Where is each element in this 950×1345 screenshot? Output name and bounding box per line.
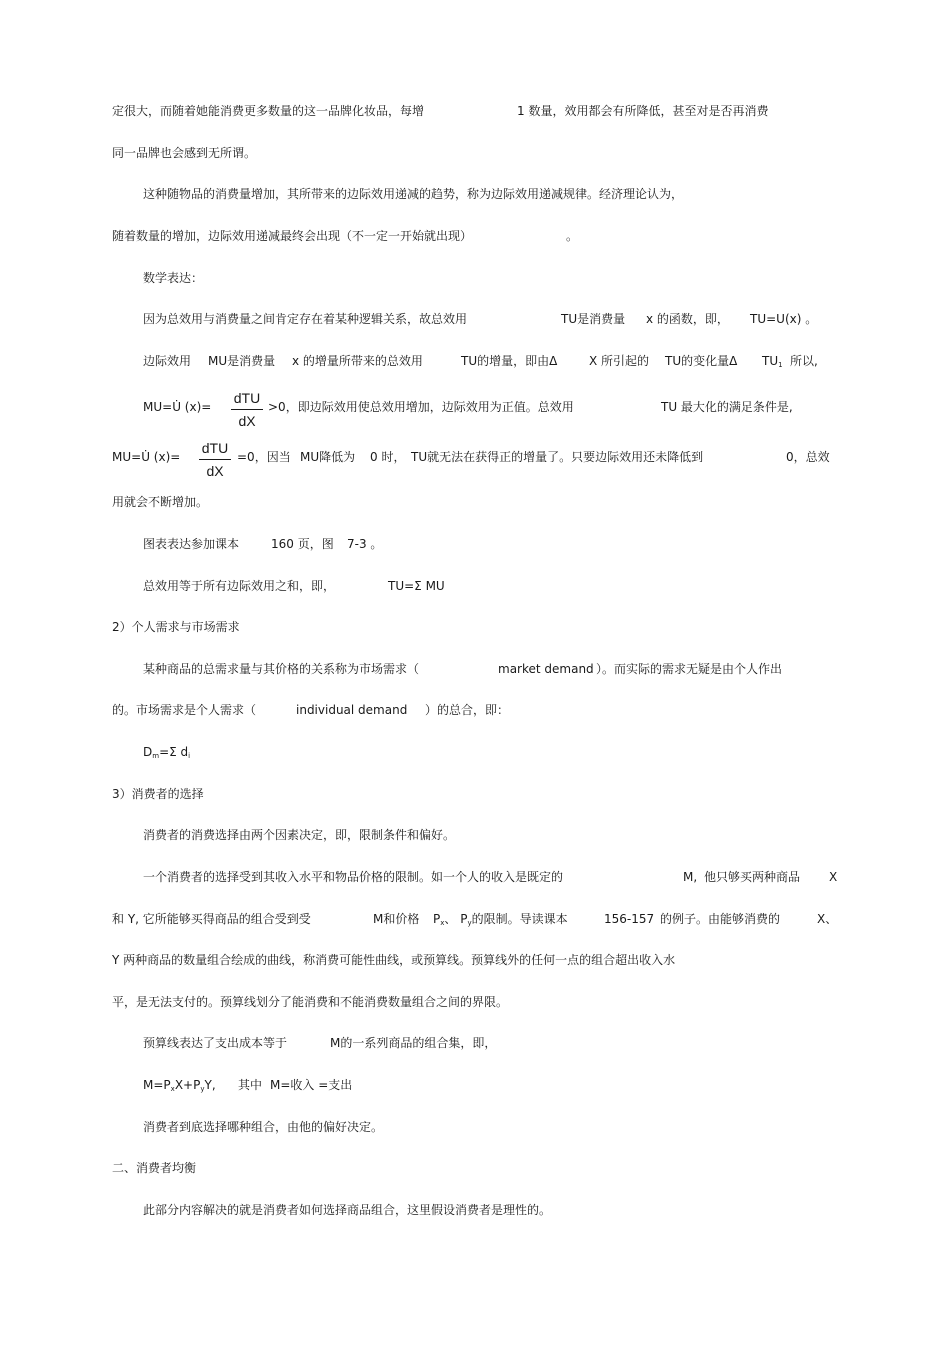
text-line: 的。市场需求是个人需求（ bbox=[112, 703, 257, 717]
text-line: 一个消费者的选择受到其收入水平和物品价格的限制。如一个人的收入是既定的 bbox=[143, 870, 564, 884]
text-line: =0，因当 bbox=[237, 450, 291, 464]
text-line: 某种商品的总需求量与其价格的关系称为市场需求（ bbox=[143, 662, 420, 676]
text-line: TU 最大化的满足条件是, bbox=[661, 400, 793, 414]
fraction-bar bbox=[231, 409, 263, 410]
text-line: 用就会不断增加。 bbox=[112, 495, 209, 509]
text-line: M的一系列商品的组合集，即， bbox=[330, 1036, 497, 1050]
text-line: X 所引起的 bbox=[589, 354, 650, 368]
text-line: 其中 bbox=[238, 1078, 263, 1092]
text-line: 0，总效 bbox=[786, 450, 830, 464]
text-line: 随着数量的增加，边际效用递减最终会出现（不一定一开始就出现） bbox=[112, 229, 473, 243]
fraction-numerator: dTU bbox=[233, 390, 261, 406]
text-line: $P_x$、 $P_y$的限制。导读课本 bbox=[433, 912, 568, 927]
text-line: 消费者的消费选择由两个因素决定，即，限制条件和偏好。 bbox=[143, 828, 456, 842]
text-line: 消费者到底选择哪种组合，由他的偏好决定。 bbox=[143, 1120, 384, 1134]
text-line: 平，是无法支付的。预算线划分了能消费和不能消费数量组合之间的界限。 bbox=[112, 995, 509, 1009]
fraction-numerator: dTU bbox=[201, 440, 229, 456]
text-line: 同一品牌也会感到无所谓。 bbox=[112, 146, 257, 160]
text-line: MU=U̇ (x)= bbox=[112, 450, 181, 464]
text-line: 他只够买两种商品 bbox=[704, 870, 801, 884]
text-line: M=收入 =支出 bbox=[270, 1078, 353, 1092]
text-line: TU的增量，即由Δ bbox=[461, 354, 558, 368]
text-line: individual demand bbox=[296, 703, 408, 717]
text-line: 图表表达参加课本 bbox=[143, 537, 240, 551]
section-heading: 3）消费者的选择 bbox=[112, 787, 204, 801]
text-line: M, bbox=[683, 870, 698, 884]
text-line: market demand bbox=[498, 662, 594, 676]
formula: $D_m=\Sigma$ $d_i$ bbox=[143, 745, 191, 760]
section-heading: 二、消费者均衡 bbox=[112, 1161, 197, 1175]
text-line: 156-157 bbox=[604, 912, 655, 926]
text-line: TU=Σ MU bbox=[388, 579, 445, 593]
text-line: 1 数量，效用都会有所降低，甚至对是否再消费 bbox=[517, 104, 769, 118]
text-line: 因为总效用与消费量之间肯定存在着某种逻辑关系，故总效用 bbox=[143, 312, 468, 326]
formula: $M=P_xX+P_yY$, bbox=[143, 1078, 216, 1093]
text-line: x 的增量所带来的总效用 bbox=[292, 354, 423, 368]
text-line: 这种随物品的消费量增加，其所带来的边际效用递减的趋势，称为边际效用递减规律。经济理论认为， bbox=[143, 187, 684, 201]
text-line: 定很大，而随着她能消费更多数量的这一品牌化妆品，每增 bbox=[112, 104, 425, 118]
text-line: $TU_1$ bbox=[762, 354, 783, 369]
text-line: 160 页，图 bbox=[271, 537, 334, 551]
text-line: TU=U(x) 。 bbox=[750, 312, 818, 326]
text-line: 此部分内容解决的就是消费者如何选择商品组合，这里假设消费者是理性的。 bbox=[143, 1203, 552, 1217]
text-line: 所以, bbox=[790, 354, 818, 368]
text-line: x 的函数，即， bbox=[646, 312, 729, 326]
text-line: MU=U̇ (x)= bbox=[143, 400, 212, 414]
text-line: 数学表达： bbox=[143, 271, 204, 285]
text-line: 的例子。由能够消费的 bbox=[660, 912, 781, 926]
text-line: 7-3 。 bbox=[347, 537, 383, 551]
text-line: >0，即边际效用使总效用增加，边际效用为正值。总效用 bbox=[268, 400, 574, 414]
text-line: 0 时， bbox=[370, 450, 406, 464]
section-heading: 2）个人需求与市场需求 bbox=[112, 620, 240, 634]
text-line: ）的总合，即： bbox=[425, 703, 510, 717]
text-line: Y 两种商品的数量组合绘成的曲线，称消费可能性曲线，或预算线。预算线外的任何一点的组合超出收入水 bbox=[112, 953, 676, 967]
text-line: TU的变化量Δ bbox=[665, 354, 738, 368]
text-line: 总效用等于所有边际效用之和，即， bbox=[143, 579, 336, 593]
text-line: MU降低为 bbox=[300, 450, 356, 464]
text-line: MU是消费量 bbox=[208, 354, 276, 368]
text-line: 和 Y, 它所能够买得商品的组合受到受 bbox=[112, 912, 311, 926]
fraction-denominator: dX bbox=[238, 413, 256, 429]
text-line: 。 bbox=[566, 229, 579, 243]
text-line: X、 bbox=[817, 912, 838, 926]
text-line: ）。而实际的需求无疑是由个人作出 bbox=[596, 662, 783, 676]
text-line: 预算线表达了支出成本等于 bbox=[143, 1036, 288, 1050]
text-line: M和价格 bbox=[373, 912, 420, 926]
text-line: X bbox=[829, 870, 838, 884]
text-line: TU就无法在获得正的增量了。只要边际效用还未降低到 bbox=[411, 450, 704, 464]
text-line: TU是消费量 bbox=[561, 312, 626, 326]
fraction-bar bbox=[199, 459, 231, 460]
fraction-denominator: dX bbox=[206, 463, 224, 479]
text-line: 边际效用 bbox=[143, 354, 192, 368]
